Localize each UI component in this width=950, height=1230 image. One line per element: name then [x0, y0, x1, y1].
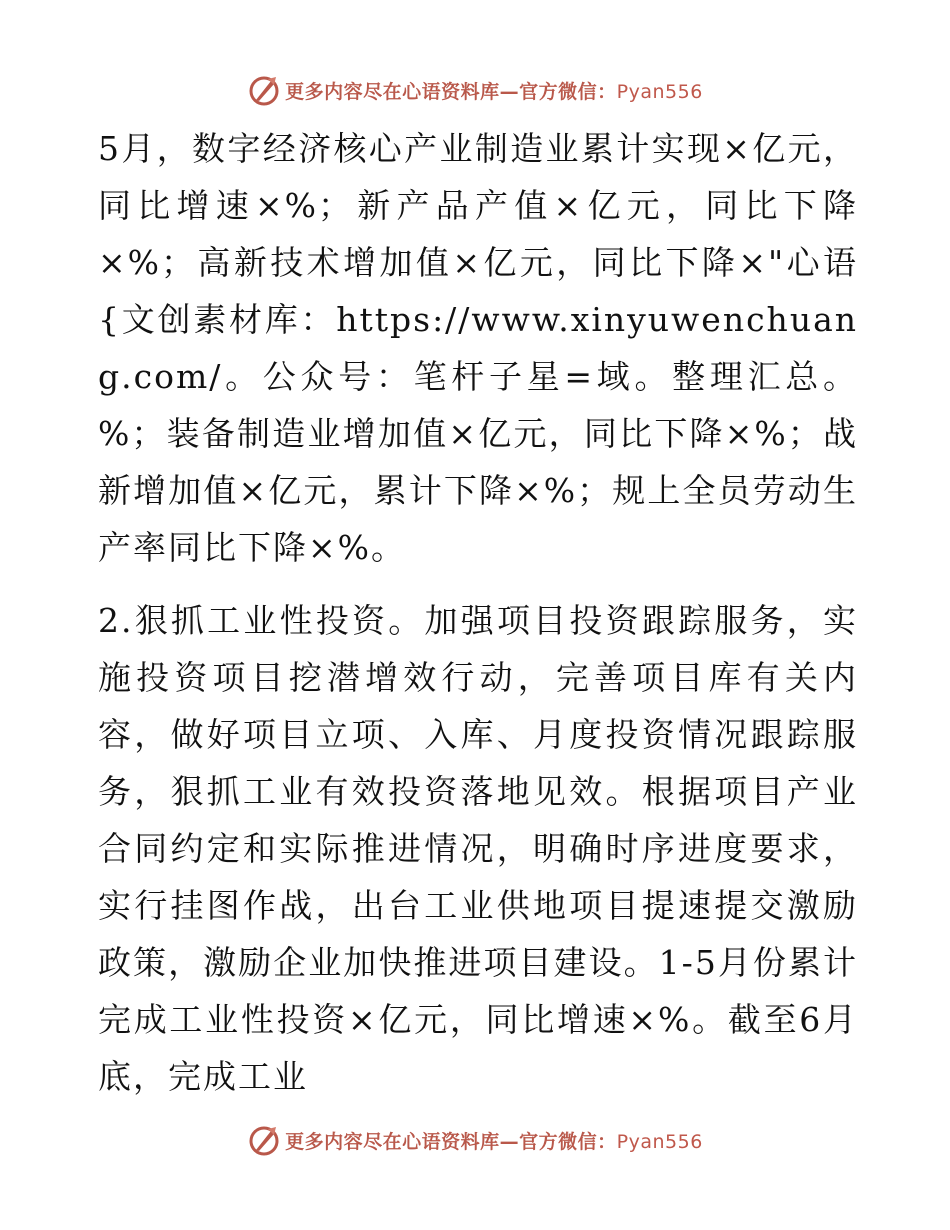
header-watermark	[0, 70, 950, 110]
footer-watermark	[0, 1120, 950, 1160]
watermark-handle: Pyan556	[616, 1130, 703, 1153]
document-body	[98, 120, 858, 1105]
watermark-handle: Pyan556	[616, 80, 703, 103]
watermark-text: 更多内容尽在心语资料库—官方微信：Pyan556	[285, 1130, 703, 1153]
quill-logo-icon	[247, 1123, 281, 1157]
watermark-text: 更多内容尽在心语资料库—官方微信：Pyan556	[285, 80, 703, 103]
quill-logo-icon	[247, 73, 281, 107]
paragraph-2: 2.狠抓工业性投资。加强项目投资跟踪服务，实施投资项目挖潜增效行动，完善项目库有关内容，做好项目立项、入库、月度投资情况跟踪服务，狠抓工业有效投资落地见效。根据项目产业合同约定和实际推进情况，明确时序进度要求，实行挂图作战，出台工业供地项目提速提交激励政策，激励企业加快推进项目建设。1-5月份累计完成工业性投资×亿元，同比增速×%。截至6月底，完成工业	[98, 601, 858, 1096]
paragraph-1: 5月，数字经济核心产业制造业累计实现×亿元，同比增速×%；新产品产值×亿元，同比下降×%；高新技术增加值×亿元，同比下降×"心语{文创素材库：https://www.xinyuwenchuang.com/。公众号：笔杆子星=域。整理汇总。%；装备制造业增加值×亿元，同比下降×%；战新增加值×亿元，累计下降×%；规上全员劳动生产率同比下降×%。	[98, 129, 858, 567]
